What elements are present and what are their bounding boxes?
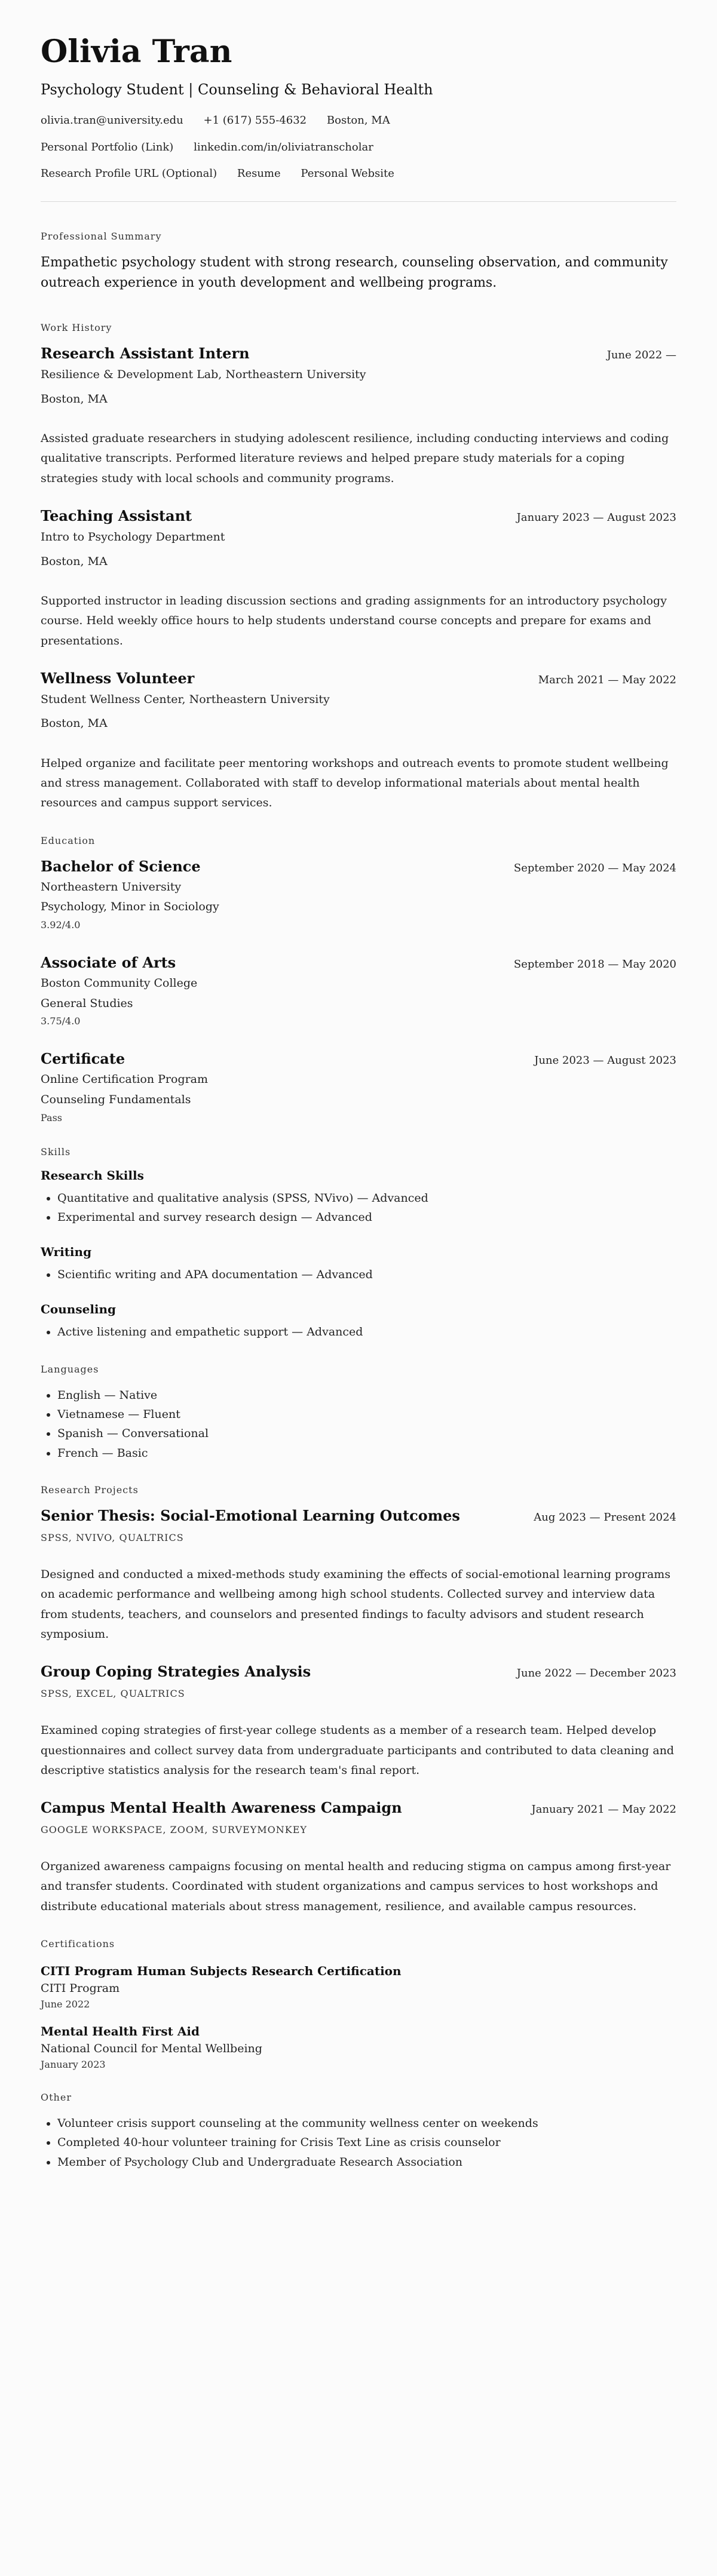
- project-description: Organized awareness campaigns focusing on mental health and reducing stigma on campus among first-year and transfer students. Coordinated with student organizations and campus services to host workshops and distribute educational materials about stress management, resilience, and available campus resources.: [41, 1860, 671, 1913]
- project-dates: June 2022 — December 2023: [516, 1667, 676, 1680]
- project-title: Senior Thesis: Social-Emotional Learning Outcomes: [41, 1506, 460, 1524]
- skill-group-title: Research Skills: [41, 1168, 144, 1183]
- education-entry: [41, 1049, 676, 1123]
- job-title: Wellness Volunteer: [41, 669, 195, 687]
- job-description: Assisted graduate researchers in studying adolescent resilience, including conducting interviews and coding qualitative transcripts. Performed literature reviews and helped prepare study materials for a coping strategies study with local schools and community programs.: [41, 432, 669, 485]
- projects-section: [41, 1484, 676, 1917]
- education-entry: [41, 857, 676, 931]
- skill-item: • Experimental and survey research design — Advanced: [57, 1208, 676, 1227]
- language-item: • Vietnamese — Fluent: [57, 1405, 676, 1424]
- other-item: • Member of Psychology Club and Undergraduate Research Association: [57, 2153, 676, 2172]
- job-dates: June 2022 —: [606, 348, 676, 361]
- skill-group-title: Writing: [41, 1245, 92, 1260]
- language-list: [41, 1386, 676, 1463]
- languages-section: [41, 1364, 676, 1463]
- other-item: • Volunteer crisis support counseling at the community wellness center on weekends: [57, 2114, 676, 2133]
- project-tools: SPSS, NVIVO, QUALTRICS: [41, 1532, 184, 1544]
- field-of-study: Counseling Fundamentals: [41, 1092, 191, 1106]
- extra-links: [41, 167, 676, 181]
- field-of-study: General Studies: [41, 996, 133, 1010]
- job-organization: Intro to Psychology Department: [41, 530, 225, 544]
- field-of-study: Psychology, Minor in Sociology: [41, 900, 219, 914]
- website-link[interactable]: Personal Website: [301, 167, 394, 180]
- skill-item: • Active listening and empathetic support — Advanced: [57, 1322, 676, 1341]
- experience-entry: [41, 669, 676, 813]
- project-dates: Aug 2023 — Present 2024: [534, 1510, 676, 1524]
- contact-info: [41, 114, 676, 128]
- section-title-skills: Skills: [41, 1146, 71, 1157]
- linkedin-link[interactable]: linkedin.com/in/oliviatranscholar: [194, 140, 373, 153]
- section-title-other: Other: [41, 2091, 72, 2103]
- section-title-projects: Research Projects: [41, 1484, 139, 1496]
- school-name: Boston Community College: [41, 977, 198, 990]
- job-organization: Resilience & Development Lab, Northeastern University: [41, 368, 366, 382]
- portfolio-link[interactable]: Personal Portfolio (Link): [41, 140, 174, 153]
- certification-title: CITI Program Human Subjects Research Certification: [41, 1963, 402, 1978]
- experience-entry: [41, 344, 676, 489]
- school-name: Online Certification Program: [41, 1073, 209, 1086]
- skill-item: • Scientific writing and APA documentation — Advanced: [57, 1265, 676, 1284]
- certification-issuer: National Council for Mental Wellbeing: [41, 2041, 262, 2055]
- project-tools: SPSS, EXCEL, QUALTRICS: [41, 1688, 185, 1700]
- language-item: • French — Basic: [57, 1444, 676, 1463]
- project-description: Examined coping strategies of first-year college students as a member of a research team. Helped develop questionnaires and collect survey data from undergraduate participants and contributed to data cleaning and descriptive statistics analysis for the research team's final report.: [41, 1724, 675, 1777]
- project-entry: [41, 1506, 676, 1644]
- language-item: • Spanish — Conversational: [57, 1424, 676, 1443]
- certification-issuer: CITI Program: [41, 1981, 120, 1995]
- section-title-education: Education: [41, 834, 96, 846]
- experience-entry: [41, 506, 676, 651]
- certification-date: June 2022: [41, 1998, 90, 2010]
- job-dates: January 2023 — August 2023: [516, 511, 676, 524]
- resume-header: [41, 35, 676, 181]
- project-entry: [41, 1798, 676, 1917]
- job-title: Research Assistant Intern: [41, 344, 250, 362]
- skill-group-title: Counseling: [41, 1302, 117, 1317]
- school-name: Northeastern University: [41, 880, 182, 894]
- job-description: Supported instructor in leading discussion sections and grading assignments for an introductory psychology course. Held weekly office hours to help students understand course concepts and prepare for exams and presentations.: [41, 594, 667, 647]
- degree-name: Certificate: [41, 1050, 125, 1068]
- gpa: 3.92/4.0: [41, 919, 81, 931]
- education-section: [41, 835, 676, 1123]
- skill-list: [41, 1322, 676, 1341]
- job-location: Boston, MA: [41, 554, 108, 568]
- gpa: 3.75/4.0: [41, 1015, 81, 1027]
- job-description: Helped organize and facilitate peer mentoring workshops and outreach events to promote student wellbeing and stress management. Collaborated with staff to develop informational materials about mental health resources and campus support services.: [41, 756, 669, 810]
- certifications-section: [41, 1938, 676, 2070]
- education-dates: September 2020 — May 2024: [513, 861, 676, 874]
- section-title-languages: Languages: [41, 1363, 99, 1375]
- project-title: Campus Mental Health Awareness Campaign: [41, 1799, 402, 1817]
- section-title-certifications: Certifications: [41, 1938, 115, 1949]
- profile-links: [41, 141, 676, 155]
- education-dates: September 2018 — May 2020: [513, 957, 676, 971]
- section-title-summary: Professional Summary: [41, 230, 162, 242]
- candidate-name: Olivia Tran: [41, 33, 232, 70]
- job-location: Boston, MA: [41, 717, 108, 730]
- project-tools: GOOGLE WORKSPACE, ZOOM, SURVEYMONKEY: [41, 1824, 307, 1836]
- header-divider: [41, 201, 676, 202]
- degree-name: Associate of Arts: [41, 953, 176, 971]
- summary-text: Empathetic psychology student with strong research, counseling observation, and community outreach experience in youth development and wellbeing programs.: [41, 254, 668, 290]
- certification-date: January 2023: [41, 2058, 106, 2070]
- candidate-headline: Psychology Student | Counseling & Behavioral Health: [41, 81, 433, 99]
- certification-entry: [41, 2024, 676, 2070]
- certification-title: Mental Health First Aid: [41, 2024, 200, 2038]
- project-dates: January 2021 — May 2022: [531, 1803, 676, 1816]
- other-item: • Completed 40-hour volunteer training for Crisis Text Line as crisis counselor: [57, 2133, 676, 2152]
- other-section: [41, 2092, 676, 2172]
- education-entry: [41, 953, 676, 1027]
- job-dates: March 2021 — May 2022: [538, 673, 676, 686]
- project-entry: [41, 1662, 676, 1780]
- skill-list: [41, 1189, 676, 1227]
- job-location: Boston, MA: [41, 392, 108, 406]
- experience-section: [41, 322, 676, 813]
- job-organization: Student Wellness Center, Northeastern University: [41, 692, 330, 706]
- location: Boston, MA: [326, 114, 390, 127]
- email-link[interactable]: olivia.tran@university.edu: [41, 114, 183, 127]
- skills-section: [41, 1146, 676, 1342]
- skill-item: • Quantitative and qualitative analysis (SPSS, NVivo) — Advanced: [57, 1189, 676, 1208]
- project-description: Designed and conducted a mixed-methods study examining the effects of social-emotional learning programs on academic performance and wellbeing among high school students. Collected survey and interview data from students, teachers, and counselors and presented findings to faculty advisors and student research symposium.: [41, 1568, 671, 1641]
- education-dates: June 2023 — August 2023: [534, 1054, 676, 1067]
- section-title-experience: Work History: [41, 321, 112, 333]
- project-title: Group Coping Strategies Analysis: [41, 1663, 311, 1681]
- certification-entry: [41, 1964, 676, 2010]
- gpa: Pass: [41, 1112, 63, 1123]
- language-item: • English — Native: [57, 1386, 676, 1405]
- skill-list: [41, 1265, 676, 1284]
- job-title: Teaching Assistant: [41, 506, 192, 524]
- degree-name: Bachelor of Science: [41, 857, 201, 875]
- summary-section: [41, 231, 676, 293]
- resume-link[interactable]: Resume: [237, 167, 281, 180]
- research-profile-link[interactable]: Research Profile URL (Optional): [41, 167, 217, 180]
- other-list: [41, 2114, 676, 2172]
- phone-number: +1 (617) 555-4632: [203, 114, 307, 127]
